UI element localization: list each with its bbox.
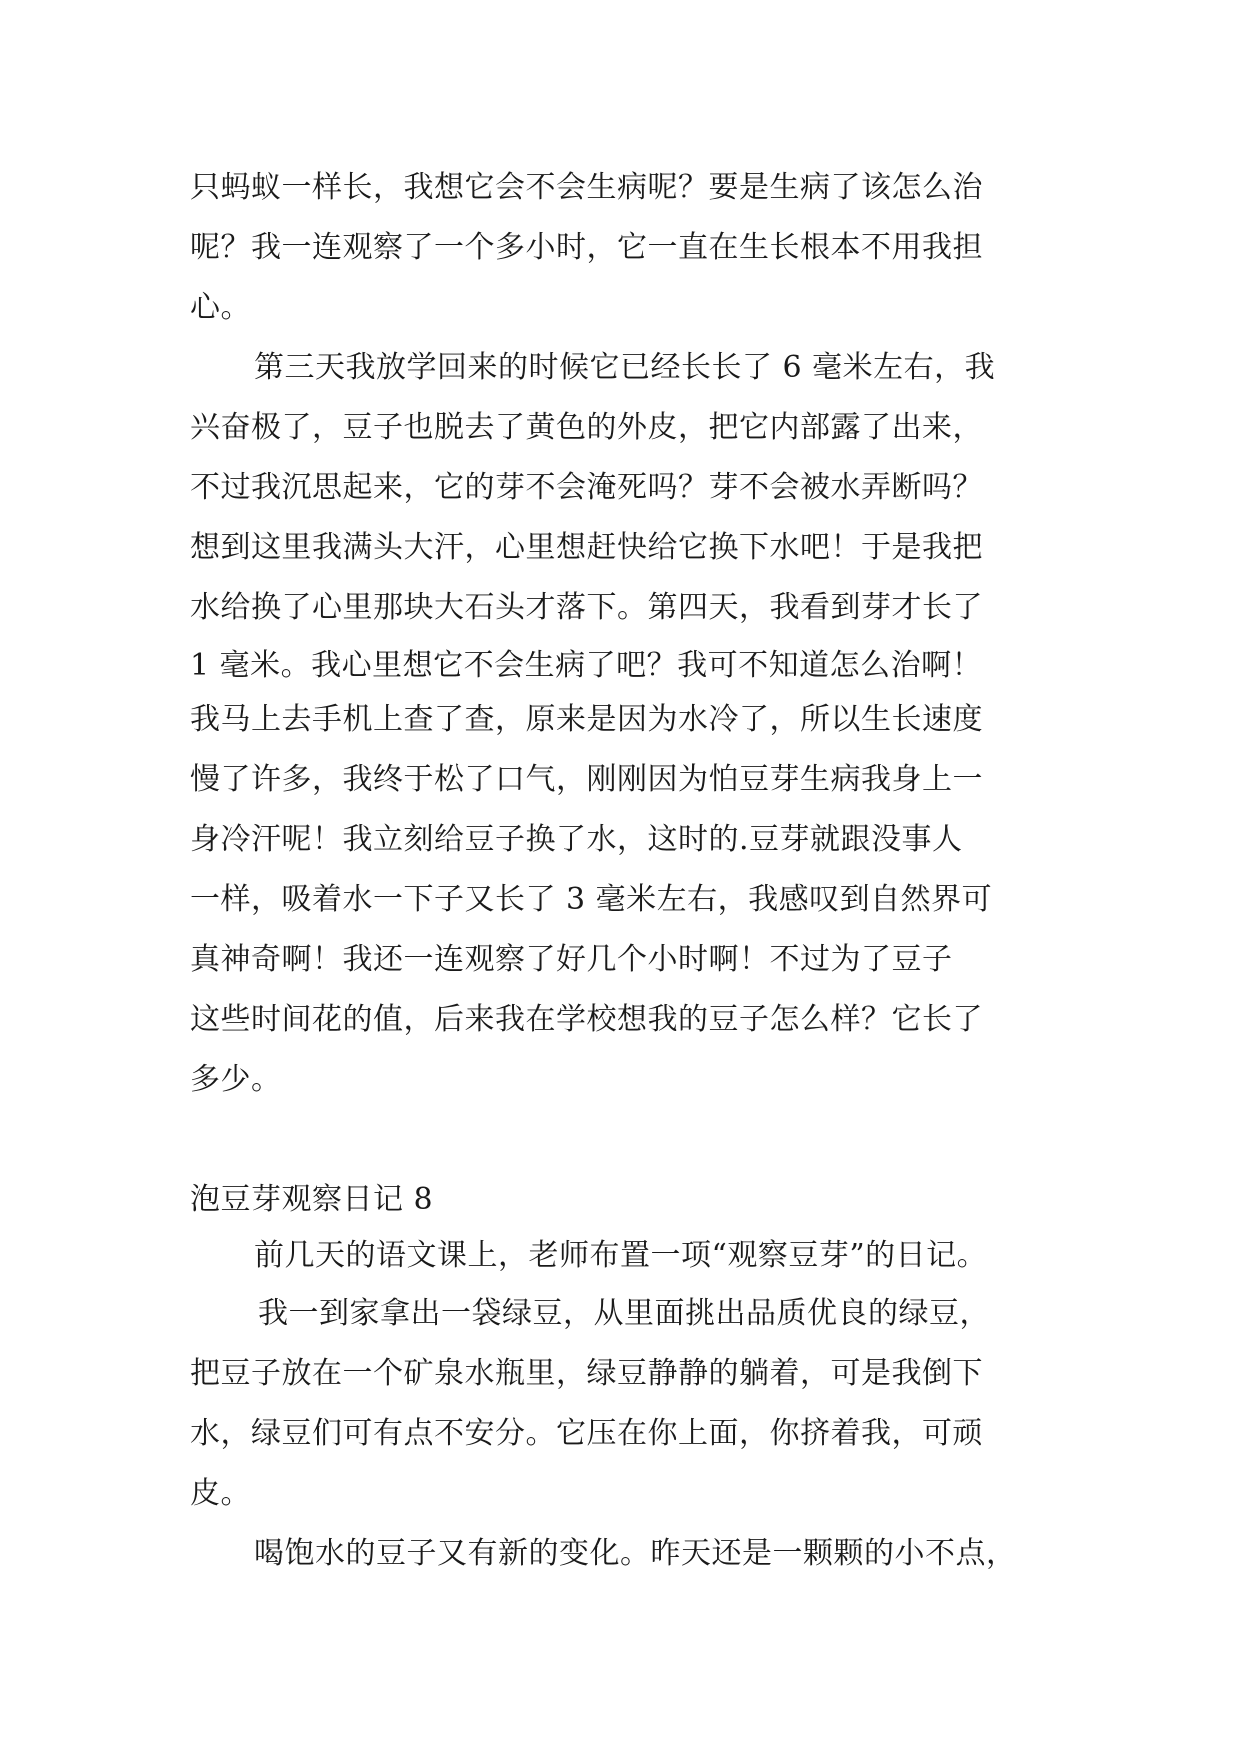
paragraph-line: 这些时间花的值，后来我在学校想我的豆子怎么样？它长了 (190, 1002, 983, 1037)
paragraph-line: 喝饱水的豆子又有新的变化。昨天还是一颗颗的小不点， (254, 1536, 1017, 1571)
paragraph-line: 第三天我放学回来的时候它已经长长了 6 毫米左右，我 (254, 350, 996, 385)
paragraph-line: 想到这里我满头大汗，心里想赶快给它换下水吧！于是我把 (190, 530, 983, 565)
paragraph-line: 多少。 (190, 1062, 282, 1097)
paragraph-line: 前几天的语文课上，老师布置一项“观察豆芽”的日记。 (254, 1238, 988, 1273)
paragraph-line: 皮。 (190, 1476, 251, 1511)
paragraph-line: 兴奋极了，豆子也脱去了黄色的外皮，把它内部露了出来， (190, 410, 983, 445)
paragraph-line: 不过我沉思起来，它的芽不会淹死吗？芽不会被水弄断吗？ (190, 470, 983, 505)
paragraph-line: 真神奇啊！我还一连观察了好几个小时啊！不过为了豆子 (190, 942, 953, 977)
paragraph-line: 水，绿豆们可有点不安分。它压在你上面，你挤着我，可顽 (190, 1416, 983, 1451)
paragraph-line: 呢？我一连观察了一个多小时，它一直在生长根本不用我担 (190, 230, 983, 265)
section-title: 泡豆芽观察日记 8 (190, 1182, 434, 1217)
paragraph-line: 水给换了心里那块大石头才落下。第四天，我看到芽才长了 (190, 590, 983, 625)
paragraph-line: 身冷汗呢！我立刻给豆子换了水，这时的.豆芽就跟没事人 (190, 822, 963, 857)
paragraph-line: 一样，吸着水一下子又长了 3 毫米左右，我感叹到自然界可 (190, 882, 993, 917)
paragraph-line: 把豆子放在一个矿泉水瓶里，绿豆静静的躺着，可是我倒下 (190, 1356, 983, 1391)
paragraph-line: 我马上去手机上查了查，原来是因为水冷了，所以生长速度 (190, 702, 983, 737)
paragraph-line: 我一到家拿出一袋绿豆，从里面挑出品质优良的绿豆， (258, 1296, 990, 1331)
paragraph-line: 慢了许多，我终于松了口气，刚刚因为怕豆芽生病我身上一 (190, 762, 983, 797)
paragraph-line: 只蚂蚁一样长，我想它会不会生病呢？要是生病了该怎么治 (190, 170, 983, 205)
paragraph-line: 心。 (190, 290, 251, 325)
paragraph-line: 1 毫米。我心里想它不会生病了吧？我可不知道怎么治啊！ (190, 648, 983, 683)
